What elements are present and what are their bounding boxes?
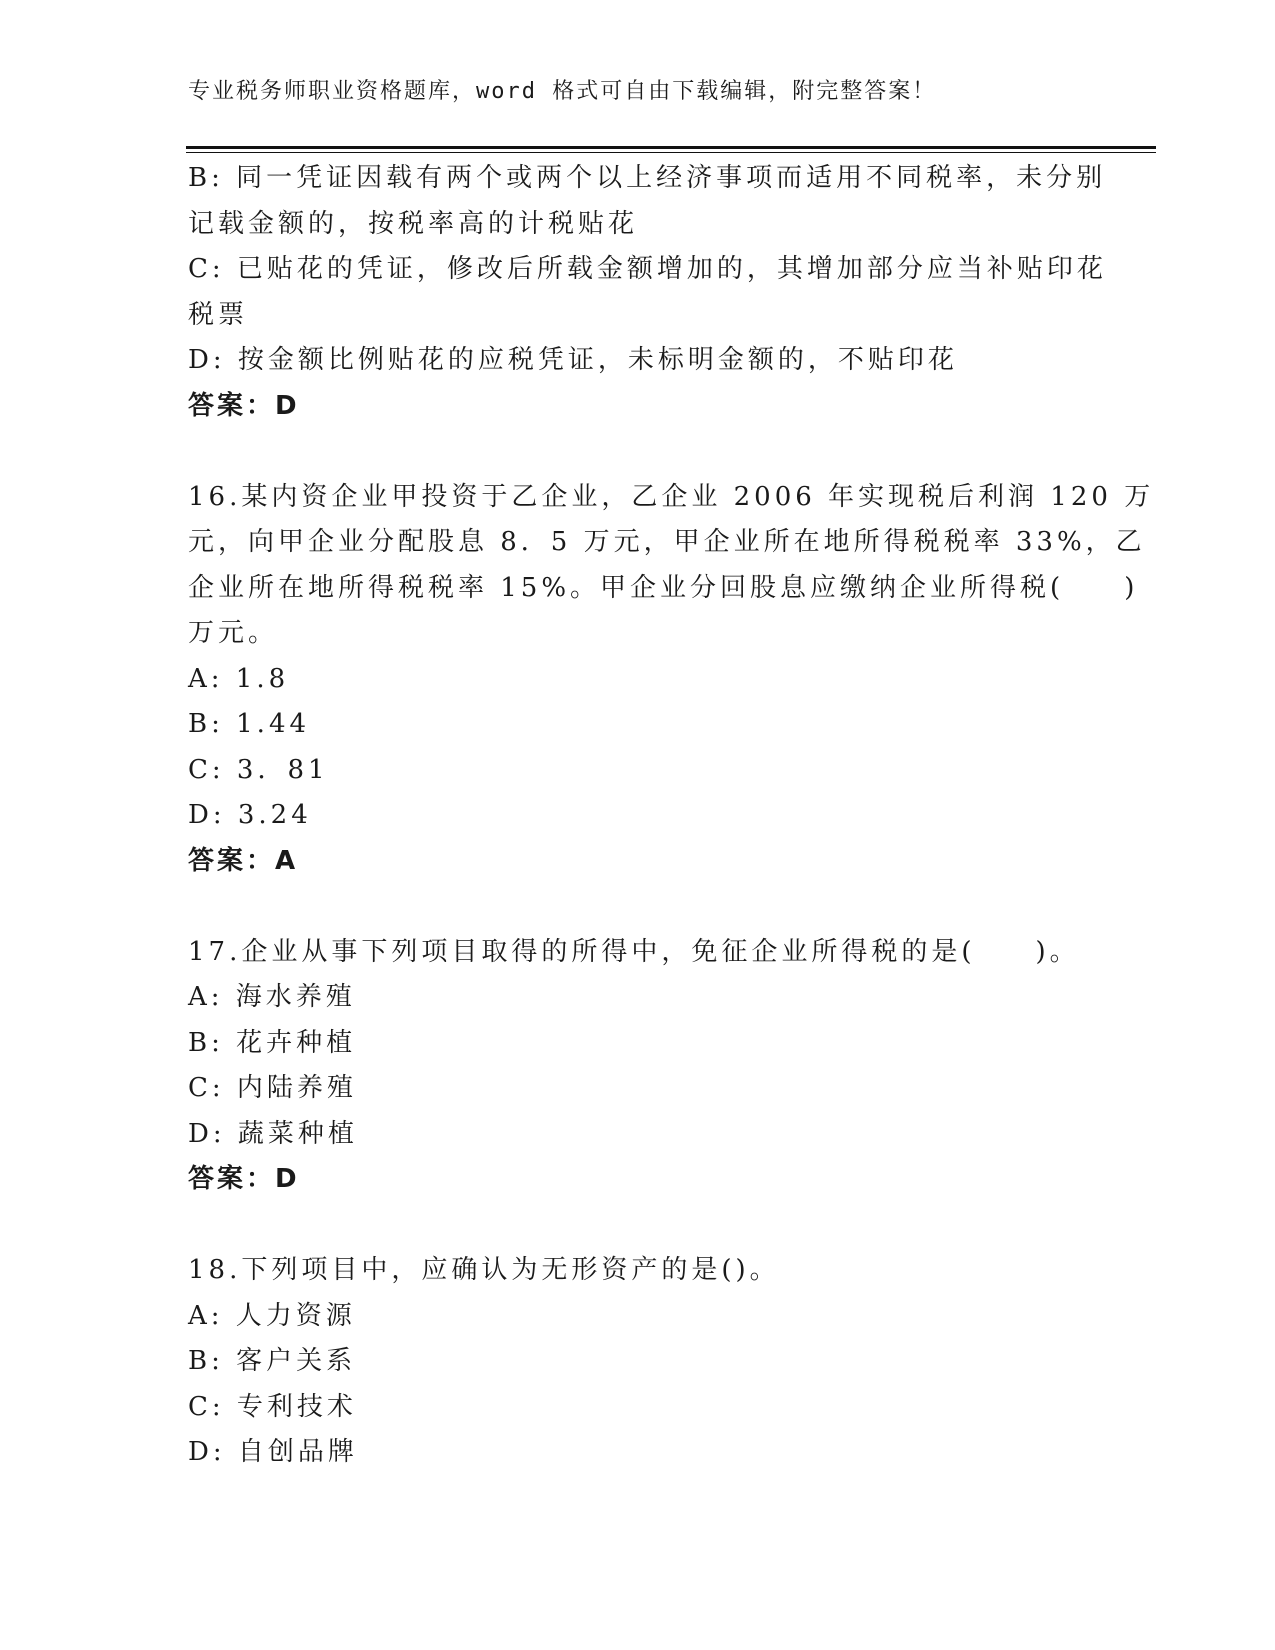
answer: 答案：A (188, 845, 299, 876)
option-b-line-1: B: 同一凭证因载有两个或两个以上经济事项而适用不同税率，未分别 (188, 163, 1107, 193)
spacer (188, 1203, 1088, 1249)
header-rule-thick (186, 146, 1156, 149)
option-a: A: 人力资源 (188, 1300, 356, 1331)
answer: 答案：D (188, 1164, 300, 1194)
option-d: D: 3.24 (188, 800, 312, 830)
option-a: A: 1.8 (188, 663, 290, 694)
option-b: B: 客户关系 (188, 1346, 357, 1376)
header-rule-thin (186, 152, 1156, 153)
option-d: D: 按金额比例贴花的应税凭证，未标明金额的，不贴印花 (188, 345, 958, 375)
question-18 (188, 1248, 1088, 1476)
question-16 (188, 475, 1155, 885)
option-b: B: 花卉种植 (188, 1027, 357, 1058)
answer: 答案：D (188, 390, 300, 421)
question-17 (188, 930, 1088, 1203)
question-15-tail (188, 156, 1107, 429)
question-stem-line-4: 万元。 (188, 618, 279, 648)
option-d: D: 蔬菜种植 (188, 1118, 358, 1149)
question-stem: 18.下列项目中，应确认为无形资产的是()。 (188, 1255, 780, 1285)
option-c: C: 3．81 (188, 754, 329, 785)
question-stem-line-1: 16.某内资企业甲投资于乙企业，乙企业 2006 年实现税后利润 120 万 (188, 481, 1155, 512)
question-stem-line-3: 企业所在地所得税税率 15%。甲企业分回股息应缴纳企业所得税( ) (188, 572, 1139, 603)
option-c: C: 专利技术 (188, 1391, 357, 1422)
option-c-line-2: 税票 (188, 299, 249, 330)
option-a: A: 海水养殖 (188, 982, 356, 1012)
option-d: D: 自创品牌 (188, 1437, 358, 1467)
spacer (188, 884, 1088, 930)
question-content (188, 156, 1155, 1476)
option-c: C: 内陆养殖 (188, 1073, 357, 1103)
option-b: B: 1.44 (188, 709, 311, 739)
option-c-line-1: C: 已贴花的凭证，修改后所载金额增加的，其增加部分应当补贴印花 (188, 254, 1107, 284)
question-stem: 17.企业从事下列项目取得的所得中，免征企业所得税的是( )。 (188, 936, 1080, 967)
option-b-line-2: 记载金额的，按税率高的计税贴花 (188, 208, 639, 239)
page-header: 专业税务师职业资格题库，word 格式可自由下载编辑，附完整答案！ (188, 79, 937, 104)
question-stem-line-2: 元，向甲企业分配股息 8．5 万元，甲企业所在地所得税税率 33%，乙 (188, 527, 1146, 557)
spacer (188, 429, 1088, 475)
